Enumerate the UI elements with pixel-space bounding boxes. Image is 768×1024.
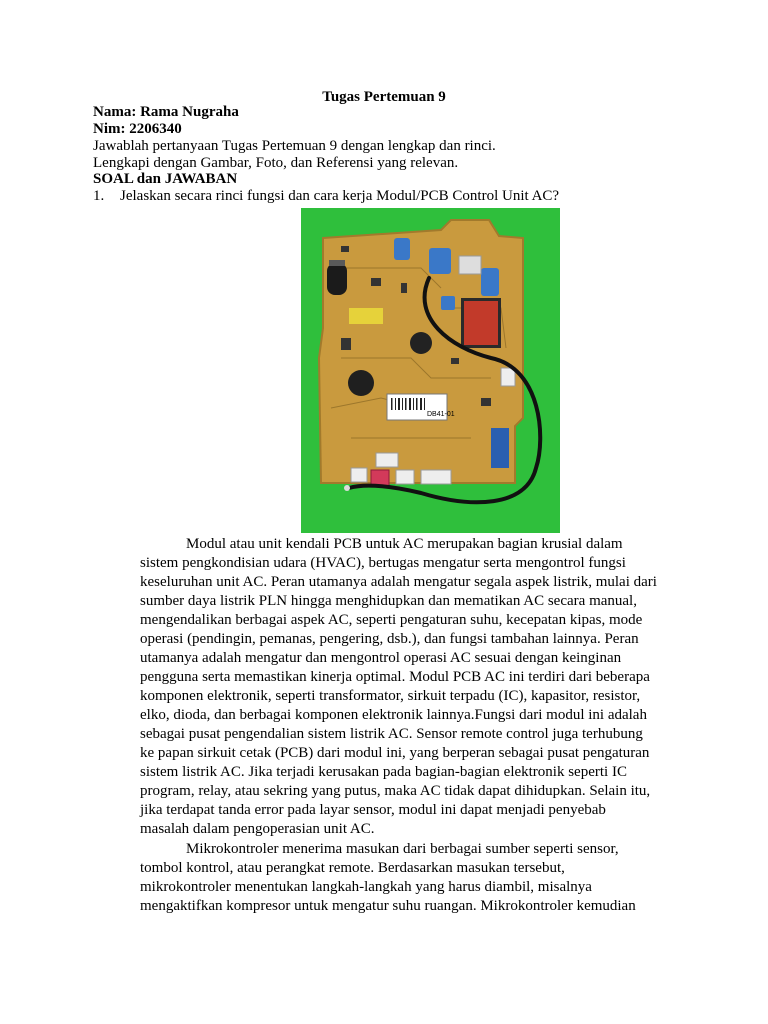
section-heading: SOAL dan JAWABAN	[93, 171, 238, 187]
paragraph-line: mengendalikan berbagai aspek AC, seperti pengaturan suhu, kecepatan kipas, mode	[140, 612, 643, 628]
paragraph-line: ke papan sirkuit cetak (PCB) dari modul ini, yang berperan sebagai pusat pengaturan	[140, 745, 650, 761]
answer-paragraph-2	[140, 840, 680, 916]
answer-paragraph-1	[140, 535, 680, 839]
paragraph-line: Modul atau unit kendali PCB untuk AC merupakan bagian krusial dalam	[186, 536, 623, 552]
paragraph-line: jika terdapat tanda error pada layar sensor, modul ini dapat menjadi penyebab	[140, 802, 606, 818]
pcb-illustration	[301, 208, 560, 533]
barcode-text: DB41-01	[427, 411, 455, 418]
paragraph-line: mengaktifkan kompresor untuk mengatur suhu ruangan. Mikrokontroler kemudian	[140, 898, 636, 914]
buzzer	[410, 332, 432, 354]
capacitor-blue-3	[481, 268, 499, 296]
pcb-board-photo	[301, 208, 560, 533]
paragraph-line: program, relay, atau sekring yang putus, maka AC tidak dapat dihidupkan. Selain itu,	[140, 783, 651, 799]
question-text: Jelaskan secara rinci fungsi dan cara kerja Modul/PCB Control Unit AC?	[120, 188, 560, 204]
paragraph-line: sebagai pusat pengendalian sistem listrik AC. Sensor remote control juga terhubung	[140, 726, 643, 742]
paragraph-line: utamanya adalah mengatur dan mengontrol operasi AC sesuai dengan keinginan	[140, 650, 622, 666]
paragraph-line: keseluruhan unit AC. Peran utamanya adalah mengatur segala aspek listrik, mulai dari	[140, 574, 657, 590]
paragraph-line: sumber daya listrik PLN hingga menghidupkan dan mematikan AC secara manual,	[140, 593, 637, 609]
instruction-line-2: Lengkapi dengan Gambar, Foto, dan Referensi yang relevan.	[93, 155, 459, 171]
paragraph-line: sistem pengkondisian udara (HVAC), bertugas mengatur serta mengontrol fungsi	[140, 555, 626, 571]
paragraph-line: elko, dioda, dan berbagai komponen elektronik lainnya.Fungsi dari modul ini adalah	[140, 707, 647, 723]
instruction-line-1: Jawablah pertanyaan Tugas Pertemuan 9 dengan lengkap dan rinci.	[93, 138, 496, 154]
student-nim: Nim: 2206340	[93, 121, 182, 137]
capacitor-blue-2	[429, 248, 451, 274]
transformer	[349, 308, 383, 324]
electrolytic-capacitor	[327, 263, 347, 295]
connector-side	[491, 428, 509, 468]
capacitor-round	[348, 370, 374, 396]
paragraph-line: komponen elektronik, seperti transformator, sirkuit terpadu (IC), kapasitor, resistor,	[140, 688, 641, 704]
paragraph-line: sistem listrik AC. Jika terjadi kerusakan pada bagian-bagian elektronik seperti IC	[140, 764, 627, 780]
question-number: 1.	[93, 188, 105, 204]
document-title: Tugas Pertemuan 9	[322, 89, 446, 105]
student-name: Nama: Rama Nugraha	[93, 104, 239, 120]
paragraph-line: pengguna serta memastikan kinerja optimal. Modul PCB AC ini terdiri dari beberapa	[140, 669, 650, 685]
paragraph-line: masalah dalam pengoperasian unit AC.	[140, 821, 375, 837]
paragraph-line: operasi (pendingin, pemanas, pengering, dsb.), dan fungsi tambahan lainnya. Peran	[140, 631, 639, 647]
paragraph-line: mikrokontroler menentukan langkah-langkah yang harus diambil, misalnya	[140, 879, 592, 895]
capacitor-blue-1	[394, 238, 410, 260]
paragraph-line: Mikrokontroler menerima masukan dari berbagai sumber seperti sensor,	[186, 841, 619, 857]
connector-top	[459, 256, 481, 274]
paragraph-line: tombol kontrol, atau perangkat remote. Berdasarkan masukan tersebut,	[140, 860, 565, 876]
